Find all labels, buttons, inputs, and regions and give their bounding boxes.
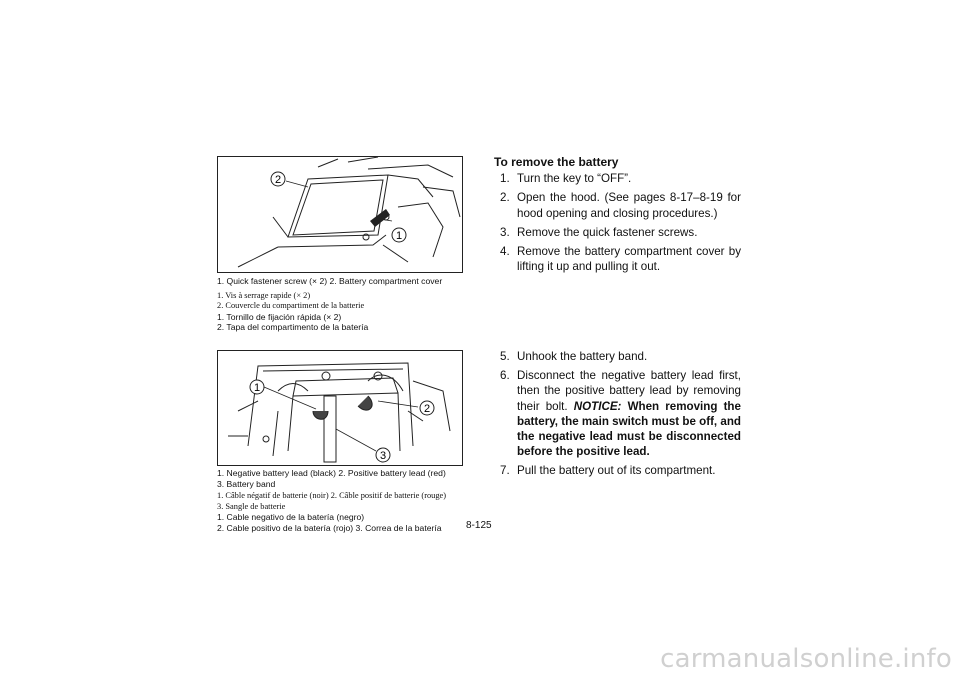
svg-text:1: 1 <box>395 230 403 242</box>
step-item: 6. Disconnect the negative battery lead first, then the positive battery lead by removing their bolt. NOTICE: When removing the battery, the main switch must be off, and the negative lead must be disconnected before the positive lead. <box>500 369 741 459</box>
watermark: carmanualsonline.info <box>660 644 952 674</box>
step-item: 5. Unhook the battery band. <box>500 350 648 363</box>
figure2-caption <box>217 468 467 534</box>
notice-label: NOTICE: <box>573 399 622 413</box>
callout-1 <box>392 228 406 242</box>
section-heading: To remove the battery <box>494 155 619 169</box>
battery-leads-illustration <box>218 351 461 464</box>
svg-text:1: 1 <box>253 382 261 394</box>
caption-fr-2: 2. Couvercle du compartiment de la batterie <box>217 301 365 311</box>
step-list <box>494 171 741 274</box>
figure-battery-leads <box>217 350 463 466</box>
caption-es-2: 2. Cable positivo de la batería (rojo) 3. Correa de la batería <box>217 522 442 533</box>
step-item: 7. Pull the battery out of its compartment. <box>500 464 716 478</box>
caption-fr-2: 3. Sangle de batterie <box>217 501 286 511</box>
step-item: 4. Remove the battery compartment cover by lifting it up and pulling it out. <box>500 245 741 274</box>
figure-battery-cover <box>217 156 463 273</box>
caption-en-1: 1. Negative battery lead (black) 2. Positive battery lead (red) <box>217 468 446 478</box>
callout-1 <box>250 380 264 394</box>
page-number: 8-125 <box>466 520 492 531</box>
step-item: 2. Open the hood. (See pages 8-17–8-19 for hood opening and closing procedures.) <box>500 191 741 220</box>
callout-2 <box>420 401 434 415</box>
figure1-caption <box>217 276 467 333</box>
caption-es-2: 2. Tapa del compartimento de la batería <box>217 322 369 333</box>
caption-es-1: 1. Tornillo de fijación rápida (× 2) <box>217 311 342 322</box>
battery-cover-illustration <box>218 157 461 271</box>
procedure-section-1 <box>494 155 741 278</box>
svg-text:3: 3 <box>379 450 387 462</box>
notice-text: When removing the battery, the main switch must be off, and the negative lead must be disconnected before the positive lead. <box>517 399 741 459</box>
callout-3 <box>376 448 390 462</box>
caption-es-1: 1. Cable negativo de la batería (negro) <box>217 512 365 523</box>
svg-text:2: 2 <box>423 403 431 415</box>
caption-fr-1: 1. Câble négatif de batterie (noir) 2. Câble positif de batterie (rouge) <box>217 491 447 501</box>
caption-en: 1. Quick fastener screw (× 2) 2. Battery compartment cover <box>217 276 443 286</box>
caption-en-2: 3. Battery band <box>217 478 276 489</box>
procedure-section-2 <box>494 349 741 483</box>
battery-band-strap <box>324 396 336 462</box>
step-item: 1. Turn the key to “OFF”. <box>500 172 632 186</box>
step-list <box>494 349 741 479</box>
caption-fr-1: 1. Vis à serrage rapide (× 2) <box>217 290 311 300</box>
callout-2 <box>271 172 285 186</box>
svg-text:2: 2 <box>274 174 282 186</box>
step-item: 3. Remove the quick fastener screws. <box>500 225 698 239</box>
